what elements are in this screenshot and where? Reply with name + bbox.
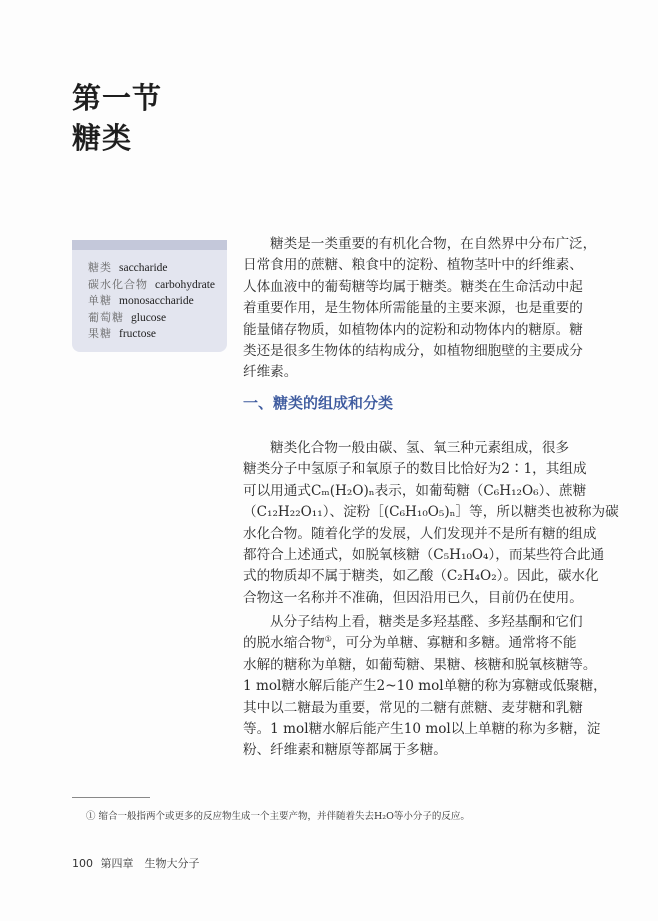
text-span: ，可分为单糖、寡糖和多糖。通常将不能 (331, 635, 577, 652)
text-line: 糖类分子中氢原子和氧原子的数目比恰好为2∶1，其组成 (243, 461, 587, 478)
text-line (243, 633, 623, 654)
intro-paragraph (243, 234, 623, 384)
glossary-term-zh: 果糖 (88, 327, 112, 340)
text-line: 水解的糖称为单糖，如葡萄糖、果糖、核糖和脱氧核糖等。 (243, 656, 597, 673)
glossary-box (72, 240, 227, 352)
page-number: 100 (72, 857, 93, 870)
glossary-term-en: saccharide (119, 262, 168, 274)
text-line: 能量储存物质，如植物体内的淀粉和动物体内的糖原。糖 (243, 321, 583, 338)
text-line: 可以用通式Cₘ(H₂O)ₙ表示，如葡萄糖（C₆H₁₂O₆）、蔗糖 (243, 482, 587, 499)
text-line: 等。1 mol糖水解后能产生10 mol以上单糖的称为多糖，淀 (243, 721, 601, 738)
glossary-entry (72, 310, 227, 327)
text-line: 水化合物。随着化学的发展，人们发现并不是所有糖的组成 (243, 525, 597, 542)
glossary-term-en: carbohydrate (155, 278, 216, 291)
text-line: 1 mol糖水解后能产生2~10 mol单糖的称为寡糖或低聚糖， (243, 678, 607, 695)
glossary-term-zh: 单糖 (88, 294, 112, 307)
chapter-title: 第四章 生物大分子 (100, 857, 200, 870)
page-footer (72, 855, 200, 871)
glossary-entry (72, 277, 227, 294)
glossary-term-zh: 葡萄糖 (88, 310, 124, 324)
text-line: 都符合上述通式，如脱氧核糖（C₅H₁₀O₄），而某些符合此通 (243, 547, 605, 564)
glossary-term-en: glucose (131, 311, 167, 324)
text-line: 粉、纤维素和糖原等都属于多糖。 (243, 742, 447, 759)
footnote-divider (72, 797, 150, 798)
glossary-entry (72, 326, 227, 343)
glossary-term-en: monosaccharide (119, 295, 194, 307)
glossary-header-band (72, 240, 227, 250)
text-line: 着重要作用，是生物体所需能量的主要来源，也是重要的 (243, 300, 583, 317)
text-line: 日常食用的蔗糖、粮食中的淀粉、植物茎叶中的纤维素、 (243, 257, 583, 274)
text-line: 糖类化合物一般由碳、氢、氧三种元素组成，很多 (270, 440, 570, 456)
glossary-term-zh: 碳水化合物 (88, 277, 148, 291)
text-line: 式的物质却不属于糖类，如乙酸（C₂H₄O₂）。因此，碳水化 (243, 568, 599, 585)
section-title: 糖类 (72, 121, 133, 155)
text-line: 类还是很多生物体的结构成分，如植物细胞壁的主要成分 (243, 343, 583, 360)
text-line: 其中以二糖最为重要，常见的二糖有蔗糖、麦芽糖和乳糖 (243, 699, 583, 716)
text-span: 的脱水缩合物 (243, 635, 325, 652)
footnote: ① 缩合一般指两个或更多的反应物生成一个主要产物，并伴随着失去H₂O等小分子的反应。 (86, 811, 470, 822)
text-line: （C₁₂H₂₂O₁₁）、淀粉［(C₆H₁₀O₅)ₙ］等，所以糖类也被称为碳 (243, 504, 619, 521)
text-line: 人体血液中的葡萄糖等均属于糖类。糖类在生命活动中起 (243, 278, 583, 295)
heading-composition-classification: 一、糖类的组成和分类 (243, 394, 394, 412)
structure-paragraph (243, 612, 623, 762)
glossary-entry (72, 293, 227, 310)
text-line: 纤维素。 (243, 364, 298, 381)
text-line: 从分子结构上看，糖类是多羟基醛、多羟基酮和它们 (270, 614, 583, 630)
glossary-term-en: fructose (119, 328, 157, 340)
footnote-ref[interactable]: ① (324, 634, 332, 644)
text-line: 合物这一名称并不准确，但因沿用已久，目前仍在使用。 (243, 589, 583, 606)
composition-paragraph (243, 438, 623, 609)
text-line: 糖类是一类重要的有机化合物，在自然界中分布广泛， (270, 236, 597, 252)
section-number: 第一节 (72, 81, 163, 115)
glossary-entry (72, 260, 227, 277)
glossary-term-zh: 糖类 (88, 261, 112, 274)
